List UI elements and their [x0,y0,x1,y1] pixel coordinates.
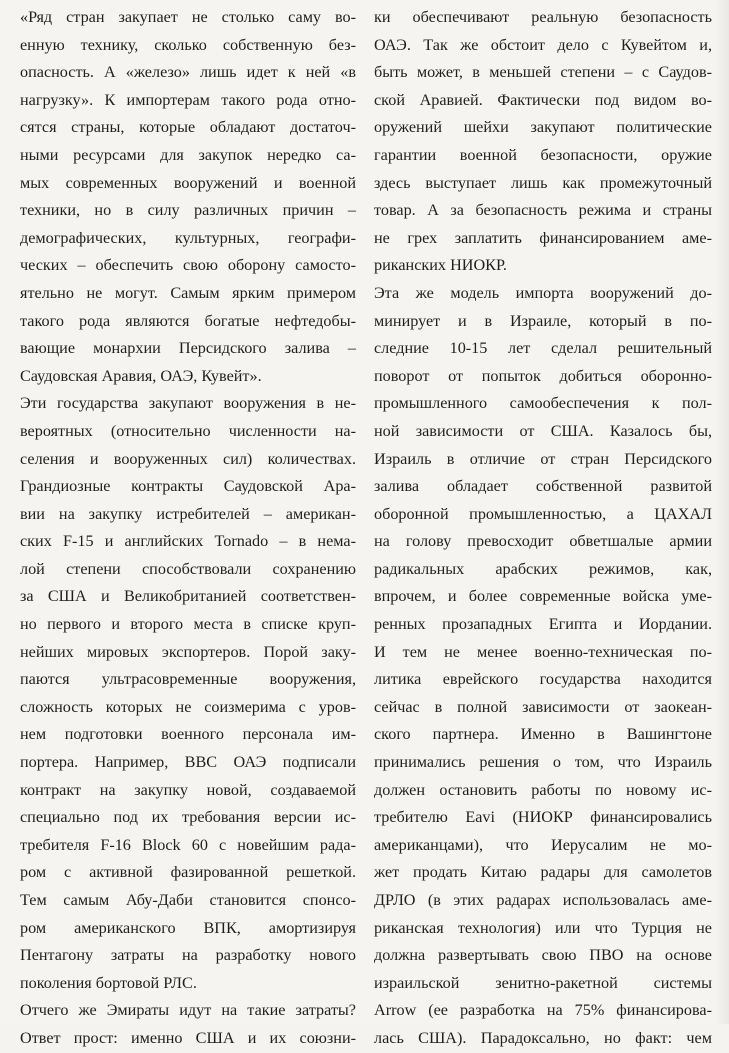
text-line: лой степени способствовали сохранению [20,559,356,578]
text-line: ских F-15 и английских Tornado – в нема- [20,532,356,551]
text-line: ром с активной фазированной решеткой. [20,863,356,882]
text-line: Саудовская Аравия, ОАЭ, Кувейт». [20,366,262,385]
text-line: ческих – обеспечить свою оборону самосто- [20,256,356,275]
text-line: паются ультрасовременные вооружения, [20,670,356,689]
text-line: ДРЛО (в этих радарах использовалась аме- [374,891,712,909]
text-line: не грех заплатить финансированием аме- [374,228,712,247]
text-line: И тем не менее военно-техническая по- [374,642,712,661]
text-line: ром американского ВПК, амортизируя [20,918,356,937]
text-line: Arrow (ее разработка на 75% финансирова- [374,1001,712,1020]
text-line: здесь выступает лишь как промежуточный [374,173,712,192]
text-line: «Ряд стран закупает не столько саму во- [20,8,356,26]
text-line: Грандиозные контракты Саудовской Ара- [20,477,356,496]
text-line: вающие монархии Персидского залива – [20,339,356,358]
text-line: Израиль в отличие от стран Персидского [374,449,712,468]
text-line: радикальных арабских режимов, как, [374,559,712,578]
text-line: израильской зенитно-ракетной системы [374,973,712,992]
text-column-left [20,4,356,1053]
text-line: за США и Великобританией соответствен- [20,587,356,606]
text-line: промышленного самообеспечения к пол- [374,394,712,413]
text-line: риканских НИОКР. [374,256,507,275]
text-line: опасность. А «железо» лишь идет к ней «в [20,63,356,82]
text-line: техники, но в силу различных причин – [20,201,356,220]
text-line: поколения бортовой РЛС. [20,973,197,992]
text-line: жет продать Китаю радары для самолетов [374,863,712,882]
text-line: залива обладает собственной развитой [374,477,712,496]
text-line: нагрузку». К импортерам такого рода отно- [20,90,356,109]
text-line: лась США). Парадоксально, но факт: чем [374,1028,712,1047]
text-line: гарантии военной безопасности, оружие [374,145,712,164]
text-line: селения и вооруженных сил) количествах. [20,449,356,468]
text-line: мых современных вооружений и военной [20,173,356,192]
text-line: риканская технология) или что Турция не [374,918,712,937]
text-line: демографических, культурных, географи- [20,228,356,247]
text-line: Тем самым Абу-Даби становится спонсо- [20,891,356,909]
text-line: принимались решения о том, что Израиль [374,753,712,772]
text-line: ки обеспечивают реальную безопасность [374,8,712,26]
text-line: сложность которых не соизмерима с уров- [20,697,356,716]
text-line: такого рода являются богатые нефтедобы- [20,311,356,330]
text-line: должен остановить работы по новому ис- [374,780,712,799]
text-line: на голову превосходит обветшалые армии [374,532,712,551]
text-line: сятся страны, которые обладают достаточ- [20,118,356,137]
text-line: ренных прозападных Египта и Иордании. [374,615,712,634]
text-line: следние 10-15 лет сделал решительный [374,339,712,358]
text-line: сейчас в полной зависимости от заокеан- [374,697,712,716]
text-line: вероятных (относительно численности на- [20,421,356,440]
text-line: быть может, в меньшей степени – с Саудов- [374,63,712,82]
text-line: поворот от попыток добиться оборонно- [374,366,712,385]
text-line: но первого и второго места в списке круп- [20,615,356,634]
text-line: минирует и в Израиле, который в по- [374,311,712,330]
text-line: ского партнера. Именно в Вашингтоне [374,725,712,744]
text-line: портера. Например, ВВС ОАЭ подписали [20,753,356,772]
text-line: оборонной промышленностью, а ЦАХАЛ [374,504,712,523]
text-line: Пентагону затраты на разработку нового [20,946,356,965]
text-line: ОАЭ. Так же обстоит дело с Кувейтом и, [374,35,712,54]
text-line: ятельно не могут. Самым ярким примером [20,283,356,302]
text-column-right [374,4,712,1053]
text-line: американцами), что Иерусалим не мо- [374,835,712,854]
text-line: нем подготовки военного персонала им- [20,725,356,744]
text-line: ской Аравией. Фактически под видом во- [374,90,712,109]
text-line: требителя F-16 Block 60 с новейшим рада- [20,835,356,854]
text-line: Отчего же Эмираты идут на такие затраты? [20,1001,356,1020]
text-line: ными ресурсами для закупок нередко са- [20,145,356,164]
text-line: должна развертывать свою ПВО на основе [374,946,712,965]
text-line: впрочем, и более современные войска уме- [374,587,712,606]
text-line: товар. А за безопасность режима и страны [374,201,712,220]
text-line: ной зависимости от США. Казалось бы, [374,421,712,440]
text-line: Эта же модель импорта вооружений до- [374,283,712,302]
text-line: Эти государства закупают вооружения в не- [20,394,356,413]
text-line: требителю Eavi (НИОКР финансировались [374,808,712,827]
text-line: оружений шейхи закупают политические [374,118,712,137]
text-line: нейших мировых экспортеров. Порой заку- [20,642,356,661]
page-edge-shadow [715,0,729,1024]
text-line: литика еврейского государства находится [374,670,712,689]
text-line: енную технику, сколько собственную без- [20,35,356,54]
text-line: Ответ прост: именно США и их союзни- [20,1028,356,1047]
text-line: вии на закупку истребителей – американ- [20,504,356,523]
text-line: специально под их требования версии ис- [20,808,356,827]
text-line: контракт на закупку новой, создаваемой [20,780,356,799]
